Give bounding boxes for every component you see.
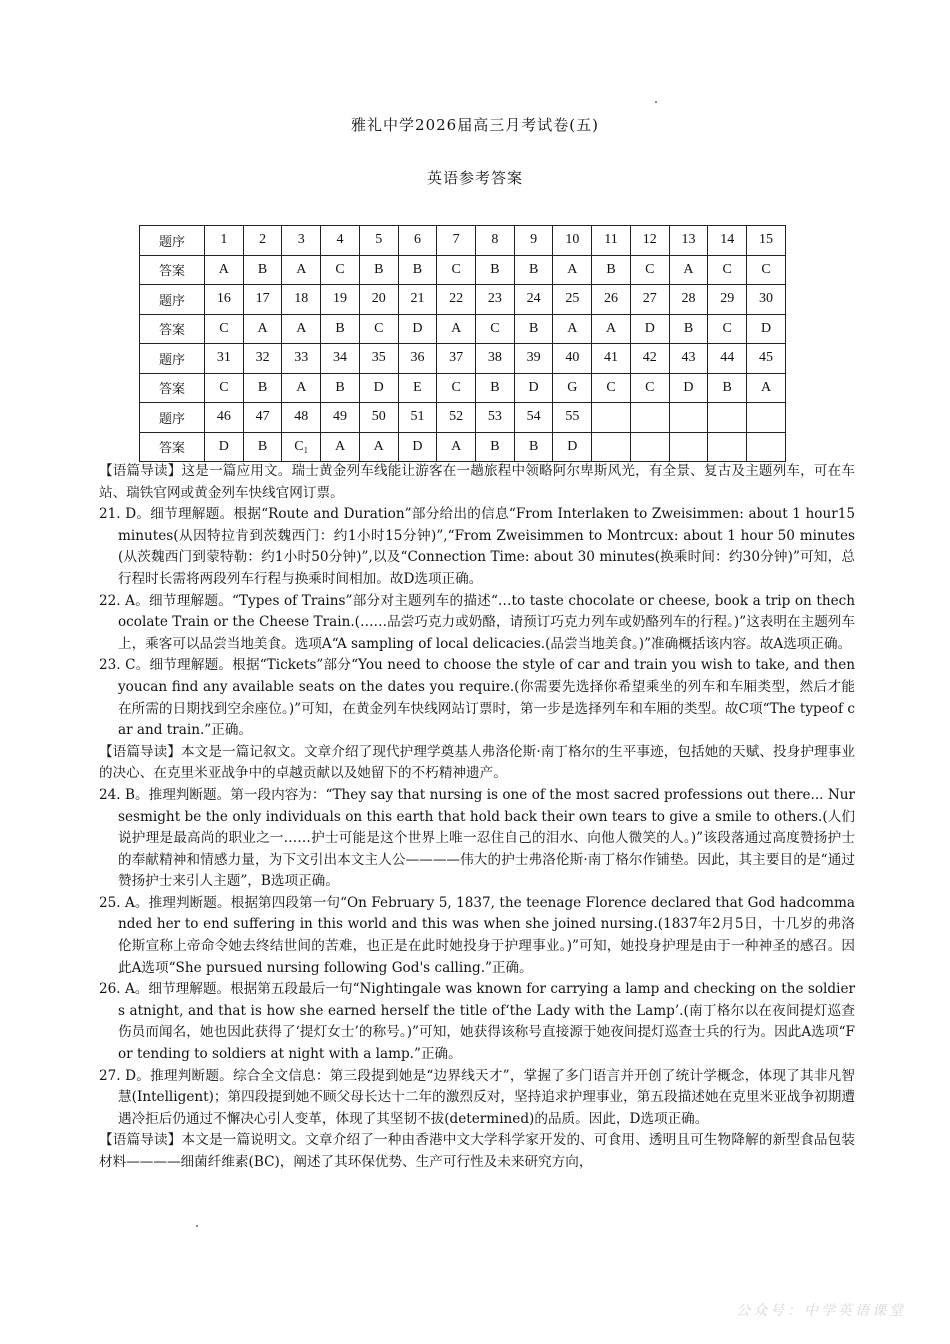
answer-cell: D bbox=[669, 373, 708, 403]
question-number-cell: 43 bbox=[669, 344, 708, 374]
question-number-cell: 6 bbox=[398, 226, 437, 256]
question-number-cell: 35 bbox=[359, 344, 398, 374]
answer-cell: A bbox=[553, 255, 592, 285]
question-number-cell: 8 bbox=[476, 226, 515, 256]
answer-cell: D bbox=[553, 432, 592, 462]
row-label: 题序 bbox=[140, 226, 205, 256]
question-number-cell: 12 bbox=[630, 226, 669, 256]
answer-explanation: 24. B。推理判断题。第一段内容为：“They say that nursing is one of the most sacred professions out there... Nursesmight be the only individuals on this earth that hold back their own tears to give a smile to others.(人们说护理是最高尚的职业之一……护士可能是这个世界上唯一忍住自己的泪水、向他人微笑的人。)”该段落通过高度赞扬护士的奉献精神和情感力量，为下文引出本文主人公————伟大的护士弗洛伦斯·南丁格尔作铺垫。因此，其主要目的是“通过赞扬护士来引人主题”，B选项正确。 bbox=[99, 786, 855, 890]
answer-explanation: 21. D。细节理解题。根据“Route and Duration”部分给出的信息“From Interlaken to Zweisimmen: about 1 hour15 minutes(从因特拉肯到茨魏西门：约1小时15分钟)”,“From Zweisimmen to Montrcux: about 1 hour 50 minutes(从茨魏西门到蒙特勒：约1小时50分钟)”,以及“Connection Time: about 30 minutes(换乘时间：约30分钟)”可知，总行程时长需将两段列车行程与换乘时间相加。故D选项正确。 bbox=[99, 506, 855, 587]
answer-cell: C bbox=[747, 255, 786, 285]
question-number-row bbox=[140, 403, 786, 433]
question-number-cell: 53 bbox=[476, 403, 515, 433]
question-number-cell bbox=[669, 403, 708, 433]
answer-cell: C₁ bbox=[282, 432, 321, 462]
passage-guide: 【语篇导读】本文是一篇说明文。文章介绍了一种由香港中文大学科学家开发的、可食用、透明且可生物降解的新型食品包装材料————细菌纤维素(BC)，阐述了其环保优势、生产可行性及未来研究方向， bbox=[99, 1132, 855, 1170]
answer-cell: G bbox=[553, 373, 592, 403]
answer-cell bbox=[592, 432, 631, 462]
question-number-cell: 9 bbox=[514, 226, 553, 256]
question-number-cell: 3 bbox=[282, 226, 321, 256]
question-number-row bbox=[140, 344, 786, 374]
watermark: 公众号：中学英语课堂 bbox=[736, 1303, 906, 1319]
answer-cell: B bbox=[476, 255, 515, 285]
explanations bbox=[99, 461, 855, 1174]
answer-explanation: 26. A。细节理解题。根据第五段最后一句“Nightingale was known for carrying a lamp and checking on the soldiers atnight, and that is how she earned herself the title of‘the Lady with the Lamp’.(南丁格尔以在夜间提灯巡查伤员而闻名，她也因此获得了‘提灯女士’的称号。)”可知，她获得该称号直接源于她夜间提灯巡查士兵的行为。因此A选项“For tending to soldiers at night with a lamp.”正确。 bbox=[99, 981, 855, 1063]
question-number-cell: 39 bbox=[514, 344, 553, 374]
answer-cell: C bbox=[205, 314, 244, 344]
row-label: 题序 bbox=[140, 285, 205, 315]
answer-cell: D bbox=[747, 314, 786, 344]
question-number-cell: 20 bbox=[359, 285, 398, 315]
answer-cell: A bbox=[282, 255, 321, 285]
exam-title: 雅礼中学2026届高三月考试卷(五) bbox=[351, 116, 599, 134]
answer-cell: B bbox=[321, 314, 360, 344]
answer-cell: B bbox=[243, 373, 282, 403]
question-number-cell: 40 bbox=[553, 344, 592, 374]
answer-cell: A bbox=[592, 314, 631, 344]
question-number-cell: 36 bbox=[398, 344, 437, 374]
question-number-cell: 23 bbox=[476, 285, 515, 315]
question-number-cell: 14 bbox=[708, 226, 747, 256]
passage-guide: 【语篇导读】这是一篇应用文。瑞士黄金列车线能让游客在一趟旅程中领略阿尔卑斯风光，有全景、复古及主题列车，可在车站、瑞铁官网或黄金列车快线官网订票。 bbox=[99, 463, 855, 501]
answer-cell: B bbox=[708, 373, 747, 403]
question-number-row bbox=[140, 226, 786, 256]
answer-cell: C bbox=[321, 255, 360, 285]
answer-explanation: 23. C。细节理解题。根据“Tickets”部分“You need to choose the style of car and train you wish to take, and then youcan find any available seats on the dates you require.(你需要先选择你希望乘坐的列车和车厢类型，然后才能在所需的日期找到空余座位。)”可知，在黄金列车快线网站订票时，第一步是选择列车和车厢的类型。故C项“The typeof car and train.”正确。 bbox=[99, 657, 855, 739]
question-number-cell: 44 bbox=[708, 344, 747, 374]
answer-cell bbox=[708, 432, 747, 462]
answer-cell: D bbox=[205, 432, 244, 462]
answer-cell: D bbox=[514, 373, 553, 403]
question-number-cell: 10 bbox=[553, 226, 592, 256]
question-number-cell: 42 bbox=[630, 344, 669, 374]
row-label: 题序 bbox=[140, 403, 205, 433]
question-number-cell: 54 bbox=[514, 403, 553, 433]
question-number-cell: 45 bbox=[747, 344, 786, 374]
question-number-cell: 48 bbox=[282, 403, 321, 433]
answer-cell: D bbox=[398, 432, 437, 462]
question-number-cell: 38 bbox=[476, 344, 515, 374]
answer-cell: B bbox=[476, 432, 515, 462]
answer-cell: C bbox=[592, 373, 631, 403]
question-number-cell: 51 bbox=[398, 403, 437, 433]
answer-explanation: 27. D。推理判断题。综合全文信息：第三段提到她是“边界线天才”，掌握了多门语言并开创了统计学概念，体现了其非凡智慧(Intelligent)；第四段提到她不顾父母长达十二年的激烈反对，坚持追求护理事业，第五段描述她在克里米亚战争初期遭遇冷拒后仍通过不懈决心引人变革，体现了其坚韧不拔(determined)的品质。因此，D选项正确。 bbox=[99, 1067, 855, 1127]
question-number-cell: 2 bbox=[243, 226, 282, 256]
answer-cell: D bbox=[398, 314, 437, 344]
answer-cell: E bbox=[398, 373, 437, 403]
answer-cell: B bbox=[359, 255, 398, 285]
answer-key-subtitle: 英语参考答案 bbox=[426, 169, 523, 187]
answer-cell: C bbox=[630, 373, 669, 403]
answer-cell: A bbox=[669, 255, 708, 285]
question-number-cell: 21 bbox=[398, 285, 437, 315]
answer-cell: B bbox=[476, 373, 515, 403]
question-number-row bbox=[140, 285, 786, 315]
passage-guide: 【语篇导读】本文是一篇记叙文。文章介绍了现代护理学奠基人弗洛伦斯·南丁格尔的生平事迹，包括她的天赋、投身护理事业的决心、在克里米亚战争中的卓越贡献以及她留下的不朽精神遗产。 bbox=[99, 743, 855, 782]
answer-cell: D bbox=[630, 314, 669, 344]
answer-cell: B bbox=[243, 255, 282, 285]
question-number-cell: 30 bbox=[747, 285, 786, 315]
question-number-cell: 11 bbox=[592, 226, 631, 256]
answer-cell: C bbox=[359, 314, 398, 344]
question-number-cell: 52 bbox=[437, 403, 476, 433]
answer-cell: B bbox=[514, 314, 553, 344]
question-number-cell: 31 bbox=[205, 344, 244, 374]
answer-cell: B bbox=[398, 255, 437, 285]
answer-table bbox=[139, 225, 786, 462]
question-number-cell bbox=[747, 403, 786, 433]
answer-row bbox=[140, 432, 786, 462]
answer-cell bbox=[630, 432, 669, 462]
question-number-cell: 22 bbox=[437, 285, 476, 315]
answer-explanation: 25. A。推理判断题。根据第四段第一句“On February 5, 1837, the teenage Florence declared that God hadcommanded her to end suffering in this world and this was when she joined nursing.(1837年2月5日，十几岁的弗洛伦斯宣称上帝命令她去终结世间的苦难，也正是在此时她投身于护理事业。)”可知，她投身护理是由于一种神圣的感召。因此A选项“She pursued nursing following God's calling.”正确。 bbox=[99, 894, 855, 976]
question-number-cell: 47 bbox=[243, 403, 282, 433]
answer-cell: C bbox=[630, 255, 669, 285]
answer-cell: C bbox=[476, 314, 515, 344]
answer-row bbox=[140, 373, 786, 403]
question-number-cell: 24 bbox=[514, 285, 553, 315]
question-number-cell: 55 bbox=[553, 403, 592, 433]
answer-cell: A bbox=[359, 432, 398, 462]
question-number-cell: 19 bbox=[321, 285, 360, 315]
question-number-cell: 1 bbox=[205, 226, 244, 256]
row-label: 答案 bbox=[140, 373, 205, 403]
answer-cell: B bbox=[514, 255, 553, 285]
answer-cell bbox=[669, 432, 708, 462]
row-label: 答案 bbox=[140, 314, 205, 344]
answer-cell: B bbox=[669, 314, 708, 344]
answer-cell: A bbox=[243, 314, 282, 344]
question-number-cell: 15 bbox=[747, 226, 786, 256]
question-number-cell: 46 bbox=[205, 403, 244, 433]
question-number-cell: 26 bbox=[592, 285, 631, 315]
question-number-cell: 25 bbox=[553, 285, 592, 315]
row-label: 答案 bbox=[140, 432, 205, 462]
answer-cell: C bbox=[437, 373, 476, 403]
question-number-cell: 28 bbox=[669, 285, 708, 315]
question-number-cell: 49 bbox=[321, 403, 360, 433]
answer-cell: A bbox=[437, 314, 476, 344]
question-number-cell bbox=[592, 403, 631, 433]
answer-cell bbox=[747, 432, 786, 462]
answer-cell: C bbox=[205, 373, 244, 403]
answer-cell: C bbox=[708, 314, 747, 344]
answer-cell: A bbox=[205, 255, 244, 285]
answer-cell: C bbox=[437, 255, 476, 285]
answer-cell: B bbox=[592, 255, 631, 285]
question-number-cell: 16 bbox=[205, 285, 244, 315]
answer-explanation: 22. A。细节理解题。“Types of Trains”部分对主题列车的描述“…to taste chocolate or cheese, book a trip on thechocolate Train or the Cheese Train.(……品尝巧克力或奶酪，请预订巧克力列车或奶酪列车的行程。)”这表明在主题列车上，乘客可以品尝当地美食。选项A“A sampling of local delicacies.(品尝当地美食。)”准确概括该内容。故A选项正确。 bbox=[99, 592, 855, 652]
answer-cell: B bbox=[243, 432, 282, 462]
scan-speck bbox=[655, 101, 657, 103]
question-number-cell: 5 bbox=[359, 226, 398, 256]
answer-cell: A bbox=[437, 432, 476, 462]
question-number-cell: 50 bbox=[359, 403, 398, 433]
answer-row bbox=[140, 255, 786, 285]
question-number-cell: 27 bbox=[630, 285, 669, 315]
row-label: 答案 bbox=[140, 255, 205, 285]
question-number-cell: 13 bbox=[669, 226, 708, 256]
answer-cell: A bbox=[282, 314, 321, 344]
question-number-cell: 4 bbox=[321, 226, 360, 256]
answer-row bbox=[140, 314, 786, 344]
answer-cell: A bbox=[282, 373, 321, 403]
question-number-cell: 37 bbox=[437, 344, 476, 374]
answer-cell: A bbox=[553, 314, 592, 344]
scan-speck bbox=[196, 1225, 198, 1227]
answer-cell: C bbox=[708, 255, 747, 285]
question-number-cell bbox=[708, 403, 747, 433]
question-number-cell: 7 bbox=[437, 226, 476, 256]
question-number-cell bbox=[630, 403, 669, 433]
question-number-cell: 29 bbox=[708, 285, 747, 315]
row-label: 题序 bbox=[140, 344, 205, 374]
answer-cell: B bbox=[321, 373, 360, 403]
answer-cell: D bbox=[359, 373, 398, 403]
question-number-cell: 32 bbox=[243, 344, 282, 374]
question-number-cell: 17 bbox=[243, 285, 282, 315]
answer-cell: A bbox=[747, 373, 786, 403]
question-number-cell: 18 bbox=[282, 285, 321, 315]
question-number-cell: 34 bbox=[321, 344, 360, 374]
answer-cell: B bbox=[514, 432, 553, 462]
question-number-cell: 41 bbox=[592, 344, 631, 374]
question-number-cell: 33 bbox=[282, 344, 321, 374]
answer-cell: A bbox=[321, 432, 360, 462]
